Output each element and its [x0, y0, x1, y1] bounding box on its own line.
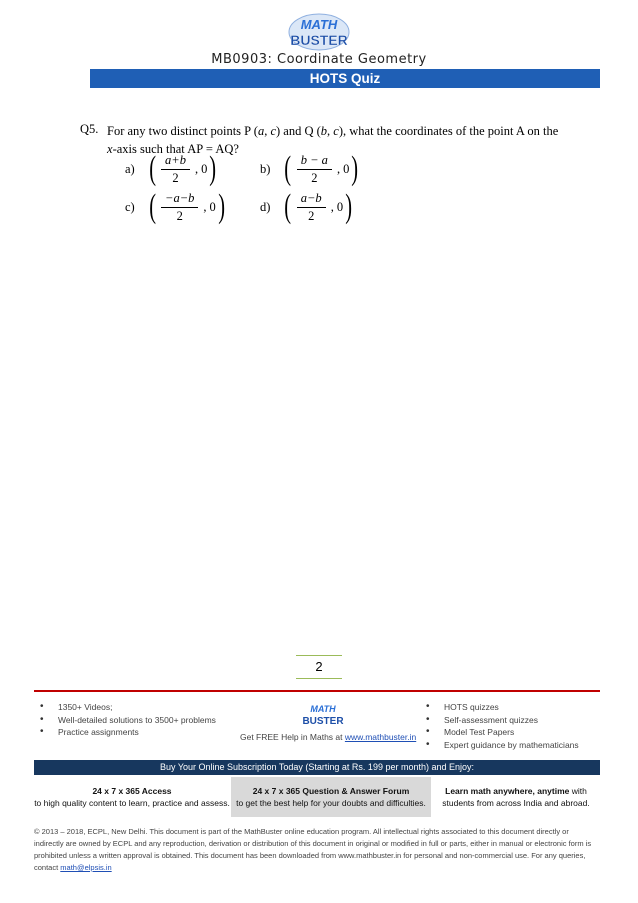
- promo-forum: 24 x 7 x 365 Question & Answer Forum to get the best help for your doubts and difficulties.: [231, 777, 431, 817]
- paren-open: (: [148, 150, 156, 187]
- option-label: b): [260, 161, 271, 176]
- svg-text:MATH: MATH: [300, 17, 338, 32]
- option-a[interactable]: a) ( $\frac{a+b}{2}$ , 0 ): [125, 150, 217, 187]
- feature-list-left: [34, 701, 216, 739]
- option-c[interactable]: c) ( $\frac{-a-b}{2}$ , 0 ): [125, 188, 225, 225]
- question-text: For any two distinct points P (a, c) and Q (b, c), what the coordinates of the point A on the x-axis such that AP = AQ?: [107, 124, 559, 156]
- option-fraction: $\frac{b - a}{2}$: [297, 153, 332, 186]
- website-link[interactable]: www.mathbuster.in: [344, 732, 417, 742]
- list-item: • Well-detailed solutions to 3500+ problems: [34, 714, 216, 727]
- option-label: a): [125, 161, 135, 176]
- page-number: 2: [296, 655, 342, 679]
- option-fraction: $\frac{a+b}{2}$: [161, 153, 190, 186]
- quiz-title-bar: HOTS Quiz: [90, 69, 600, 88]
- feature-list-right: [420, 701, 579, 751]
- footer-divider: [34, 690, 600, 692]
- list-item: • Self-assessment quizzes: [420, 714, 579, 727]
- footer-logo: [301, 700, 345, 730]
- option-label: c): [125, 199, 135, 214]
- copyright-text: © 2013 – 2018, ECPL, New Delhi. This document is part of the MathBuster online education program. All intellectual rights associated to this document directly or indirectly are owned by ECPL and any reproduction, derivation or distribution of this document in original or modified in full or parts, either in manual or electronic form is prohibited unless a written approval is obtained. This document has been downloaded from www.mathbuster.in for personal and non-commercial use. For any queries, contact math@elpsis.in: [34, 827, 592, 872]
- paren-close: ): [345, 188, 353, 225]
- option-d[interactable]: d) ( $\frac{a-b}{2}$ , 0 ): [260, 188, 353, 225]
- svg-text:BUSTER: BUSTER: [302, 716, 344, 727]
- subscription-bar: Buy Your Online Subscription Today (Starting at Rs. 199 per month) and Enjoy:: [34, 760, 600, 775]
- promo-anywhere: Learn math anywhere, anytime with students from across India and abroad.: [432, 777, 600, 817]
- question-number: Q5.: [80, 122, 99, 136]
- contact-email-link[interactable]: math@elpsis.in: [60, 863, 112, 872]
- paren-open: (: [284, 188, 292, 225]
- paren-close: ): [218, 188, 225, 225]
- list-item: • Expert guidance by mathematicians: [420, 739, 579, 752]
- option-label: d): [260, 199, 271, 214]
- svg-text:MATH: MATH: [310, 704, 336, 714]
- option-fraction: $\frac{-a-b}{2}$: [161, 191, 198, 224]
- course-title: MB0903: Coordinate Geometry: [211, 52, 427, 67]
- paren-open: (: [284, 150, 292, 187]
- option-b[interactable]: b) ( $\frac{b - a}{2}$ , 0 ): [260, 150, 359, 187]
- paren-close: ): [351, 150, 359, 187]
- mathbuster-logo: [286, 10, 352, 54]
- paren-open: (: [148, 188, 156, 225]
- list-item: • HOTS quizzes: [420, 701, 579, 714]
- list-item: • Model Test Papers: [420, 726, 579, 739]
- list-item: • 1350+ Videos;: [34, 701, 216, 714]
- option-fraction: $\frac{a-b}{2}$: [297, 191, 326, 224]
- help-line: Get FREE Help in Maths at www.mathbuster.in: [240, 732, 417, 742]
- list-item: • Practice assignments: [34, 726, 216, 739]
- paren-close: ): [209, 150, 217, 187]
- promo-access: 24 x 7 x 365 Access to high quality content to learn, practice and assess.: [34, 777, 230, 817]
- svg-text:BUSTER: BUSTER: [290, 32, 348, 48]
